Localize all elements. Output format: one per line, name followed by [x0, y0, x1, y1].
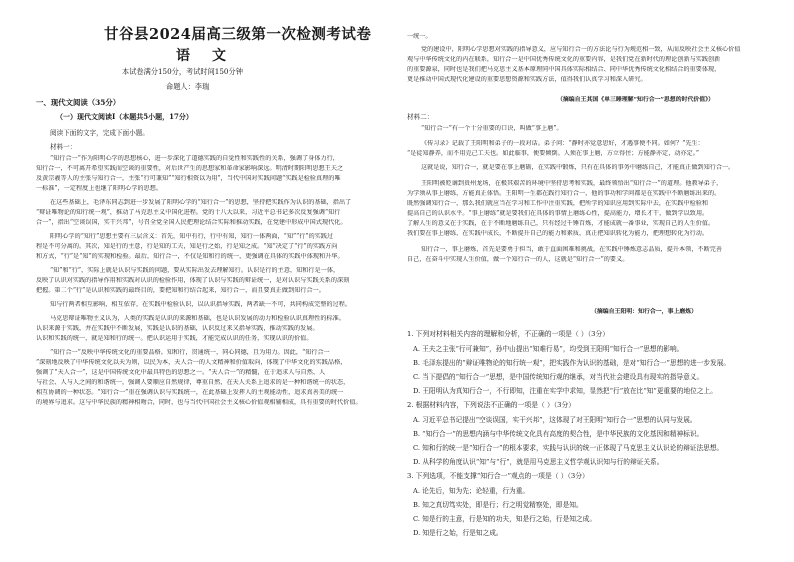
- material1-line: 阳明心学的“知行”思想主要有三层含义：首先，知中有行，行中有知，知行一体两面，“知”“行”的实践过: [50, 233, 334, 240]
- material1-line: 马克思辩证唯物主义认为，人类的实践是认识的来源和基础，也是认识发展的动力和检验认识真理性的标准。: [50, 315, 345, 322]
- question-2-option-c[interactable]: C. 知和行的统一是“知行合一”的根本要求，实践与认识的统一正体现了马克思主义认识论的辩证法思想。: [413, 444, 724, 452]
- material1-line: 把握。第二个“行”是认识和实践的最终目的，要把知和行结合起来，知行合一，而且要真正做到知行合一。: [36, 287, 325, 294]
- material1-line: 知与行两者相互影响，相互依存，在实践中检验认识，以认识指导实践，两者缺一不可，共同构成完整的过程。: [50, 301, 352, 308]
- material1-line: 在这些基础上，毛泽东同志到进一步发展了阳明心学的“知行合一”的思想，坚持把实践作为认识的基础，指出了: [50, 199, 352, 206]
- question-1-stem: 1. 下列对材料相关内容的理解和分析，不正确的一项是（ ）（3分）: [407, 330, 610, 338]
- material1-line: 认识和实践的统一，就是知和行的统一。把认识运用于实践，才能完成认识的任务，实现认识的价值。: [36, 335, 313, 342]
- material1-line: 和方式，“行”是“知”的实现和检验。最后，知行合一，不仅是知和行的统一，更强调在具体的实践中体现和升华。: [36, 253, 344, 260]
- material1-line: 强调了“天人合一”，这是中国传统文化中最具特色的思想之一。“天人合一”的精髓，在于追求人与自然、人: [36, 369, 326, 376]
- material1-line: “知行合一”反映中华传统文化的重要品格。知和行，贯通统一，同心同德，且为用力。因此，“知行合一: [50, 349, 330, 356]
- material1-line: 相互协调的一种状态。“知行合一”重在强调认识与实践统一，在此基础上发挥人的主观能动性，追求真善美的统一: [36, 389, 344, 396]
- material1-line: “辩证唯物论的知行统一观”，推动了马克思主义中国化进程。党的十八大以来，习近平总书记多次反复强调“知行: [36, 209, 341, 216]
- material2-line: 了解人生的意义在于实践，在于不断地磨练自己，只有经过千锤百炼，才能成就一番事业，实现自己的人生价值。: [407, 220, 715, 227]
- material1-line: 认识来源于实践，并在实践中不断发展，实践是认识的基础，认识反过来又指导实践，推动实践的发展。: [36, 325, 319, 332]
- author-line: 命题人：李瑞: [166, 82, 210, 91]
- sub-section-heading: （一）现代文阅读Ⅰ（本题共5小题，17分）: [56, 112, 193, 121]
- material1-line: “知”和“行”，实际上就是认识与实践的问题，要从实际出发去理解知行。认识是行的主意，知和行是一体，: [50, 267, 340, 274]
- source-citation-2: （摘编自王阳明：知行合一，事上磨炼）: [591, 308, 698, 315]
- material2-line: 为学须从事上磨练，方能真正体悟。王阳明一生都在践行知行合一，他的事功和学问都是在实践中不断磨练出来的。: [407, 190, 721, 197]
- material1-line: 反映了认识对实践的指导作用和实践对认识的检验作用，体现了认识与实践的辩证统一，是对认识与实践关系的深刻: [36, 277, 350, 284]
- material1-line: 及黄宗羲等人的主张与知行合一，主张“行可兼知”“知行相资以为用”，当代中国对实践问题“实践是检验真理的唯: [36, 175, 341, 182]
- material1-label: 材料一：: [50, 143, 77, 151]
- material1-line: 的境界与追求。这与中华民族的精神相吻合，同时，也与当代中国社会主义核心价值观相辅相成，具有重要的时代价值。: [36, 399, 362, 406]
- question-3-stem: 3. 下列选项，不能支撑“知行合一”观点的一项是（ ）（3分）: [407, 472, 589, 480]
- continuation-line: 的重要源泉，同时也是我们把马克思主义基本原理同中国具体实际相结合、同中华优秀传统文化相结合的重要体现，: [407, 66, 721, 73]
- exam-title: 甘谷县2024届高三级第一次检测考试卷: [104, 26, 372, 43]
- material2-line: 提高自己的认识水平。“事上磨练”就是要我们在具体的事情上磨练心性，提高能力，增长才干，做到学以致用。: [407, 210, 709, 217]
- material1-line: 合一”，指出“空谈误国，实干兴邦”，号召全党全国人民把理论结合实际和推动实践，在党建中形成中国式现代化。: [36, 219, 347, 226]
- material2-line: 《传习录》记载了王阳明和弟子的一段对话。弟子问：“静时亦觉意思好，才遇事便不同。如何？”先生：: [421, 140, 704, 147]
- material2-label: 材料二：: [407, 113, 434, 121]
- question-2-option-d[interactable]: D. 从科学的角度认识“知”与“行”，就是用马克思主义哲学观认识知与行的辩证关系。: [413, 458, 664, 466]
- material1-line: 一标准”，一定程度上也继了阳明心学的思想。: [36, 185, 163, 192]
- material2-line: 王阳明被贬谪到贵州龙场，在极其艰苦的环境中坚持思考和实践，最终领悟出“知行合一”的道理。他教导弟子，: [421, 180, 723, 187]
- material1-line: “知行合一”作为阳明心学的思想核心，进一步深化了道德实践的自觉性和实践性的关系，强调了身体力行，: [50, 155, 339, 162]
- continuation-line: 一统一。: [407, 33, 432, 40]
- section-heading: 一、现代文阅读（35分）: [36, 98, 121, 107]
- material2-line: 既然强调知行合一，那么我们就应当在学习和工作中注重实践，把所学的知识应用到实际中去，在实践中检验和: [407, 200, 709, 207]
- material1-line: ”深刻地反映了中华传统文化以天为则，以民为本，天人合一的人文精神和价值取向，体现了中华文化的实践品格，: [36, 359, 347, 366]
- question-2-option-a[interactable]: A. 习近平总书记提出“空谈误国，实干兴邦”，这体现了对王阳明“知行合一”思想的认同与发展。: [413, 416, 697, 424]
- subject-title: 语文: [176, 48, 248, 64]
- question-3-option-c[interactable]: C. 知是行的主意，行是知的功夫，知是行之始，行是知之成。: [413, 515, 597, 523]
- material2-line: 我们要在事上磨练，在实践中成长，不断提升自己的能力和素质，真正把知识转化为能力，把理想转化为行动。: [407, 230, 709, 237]
- material2-line: 知行合一，事上磨炼，首先是要勇于担当，敢于直面困难和挑战，在实践中锤炼意志品质，提升本领，不断完善: [421, 246, 723, 253]
- question-3-option-d[interactable]: D. 知是行之始，行是知之成。: [413, 529, 503, 537]
- continuation-line: 观与中华传统文化的内在联系，知行合一是中国优秀传统文化的重要内容，是我们党在新时代的理论创新与实践创新: [407, 56, 721, 63]
- question-1-option-d[interactable]: D. 王阳明认为真知行合一，不行即知，注重在实学中求知，显然把“行”放在比“知”更重要的地位之上。: [413, 387, 717, 395]
- question-1-option-b[interactable]: B. 毛泽东提出的“辩证唯物论的知行统一观”，把实践作为认识的基础，是对“知行合一”思想的进一步发展。: [413, 359, 731, 367]
- question-1-option-a[interactable]: A. 王夫之主张“行可兼知”，孙中山提出“知难行易”，均受到王阳明“知行合一”思想的影响。: [413, 345, 684, 353]
- material1-line: 知行合一，不可离开希望实践而空谈的重要性，对后世产生的思想家和革命家影响深远。明清时期阳明思想王夫之: [36, 165, 344, 172]
- question-3-option-a[interactable]: A. 论先后，知为先；论轻重，行为重。: [413, 487, 530, 495]
- material2-line: “知行合一”有一个十分重要的口诀，叫做“事上磨”。: [421, 125, 563, 132]
- material2-line: 自己，在奋斗中实现人生价值，做一个知行合一的人，这就是“知行合一”的要义。: [407, 256, 629, 263]
- question-3-option-b[interactable]: B. 知之真切笃实处，即是行；行之明觉精察处，即是知。: [413, 501, 583, 509]
- reading-instruction: 阅读下面的文字，完成下面小题。: [50, 129, 149, 137]
- continuation-line: 党的建设中，阳明心学思想对实践的指导意义，应与知行合一的方法论与行为规范相一致，从而反映社会主义核心价值: [421, 46, 741, 53]
- question-2-option-b[interactable]: B. “知行合一”的思想内涵与中华传统文化具有高度的契合性，是中华民族的文化基因和精神标识。: [413, 430, 704, 438]
- material1-line: 与社会、人与人之间的和谐统一，强调人要顺应自然规律，尊重自然，在天人关系上追求的是一种和谐统一的状态，: [36, 379, 350, 386]
- score-info: 本试卷满分150分，考试时间150分钟: [122, 67, 243, 76]
- material1-line: 程是不可分离的。其次，知是行的主意，行是知的工夫，知是行之始，行是知之成。“知”决定了“行”的实践方向: [36, 243, 338, 250]
- material2-line: “是徒知静养，而不用克己工夫也。如此临事，便要倾倒。人须在事上磨，方立得住；方能静亦定，动亦定。”: [407, 150, 700, 157]
- material2-line: 这就是说，知行合一，就是要在事上磨砺，在实践中锻炼，只有在具体的事务中磨练自己，才能真正做到知行合一。: [421, 164, 735, 171]
- question-1-option-c[interactable]: C. 当下提倡的“知行合一”思想，是中国传统知行观的继承，对当代社会建设具有现实的指导意义。: [413, 373, 704, 381]
- source-citation-1: （摘编自王其国《单三睡理解“知行合一”思想的时代价值》）: [557, 96, 714, 103]
- question-2-stem: 2. 根据材料内容，下列说法不正确的一项是（ ）（3分）: [407, 401, 576, 409]
- continuation-line: 更是推动中国式现代化建设的重要思想资源和实践方法，值得我们认真学习和深入研究。: [407, 76, 647, 83]
